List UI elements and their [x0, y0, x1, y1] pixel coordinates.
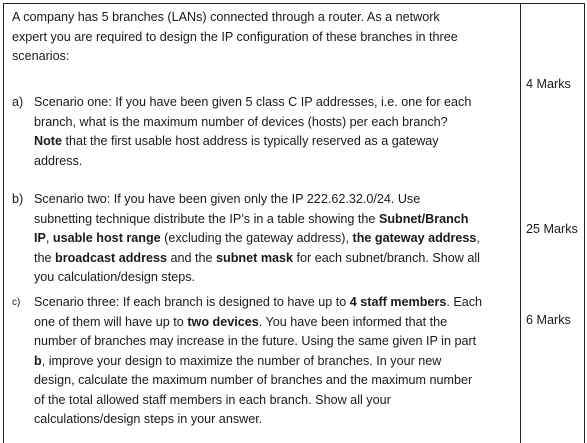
part-b-line-4: the broadcast address and the subnet mask for each subnet/branch. Show all	[34, 250, 480, 265]
part-c-line-4: b, improve your design to maximize the number of branches. In your new	[34, 353, 442, 368]
marks-part-a: 4 Marks	[526, 77, 571, 91]
part-c-line-6: of the total allowed staff members in each branch. Show all your	[34, 392, 391, 407]
part-a-line-2: branch, what is the maximum number of devices (hosts) per each branch?	[34, 114, 448, 129]
part-a-line-1: Scenario one: If you have been given 5 class C IP addresses, i.e. one for each	[34, 95, 472, 109]
part-c-line-2: one of them will have up to two devices. You have been informed that the	[34, 314, 448, 329]
part-b-line-1: Scenario two: If you have been given only the IP 222.62.32.0/24. Use	[34, 192, 421, 206]
table-top-border	[3, 3, 585, 4]
intro-line-1: A company has 5 branches (LANs) connected through a router. As a network	[12, 10, 440, 24]
part-b-line-2: subnetting technique distribute the IP’s in a table showing the Subnet/Branch	[34, 211, 469, 226]
part-b-line-5: you calculation/design steps.	[34, 270, 196, 284]
intro-line-3: scenarios:	[12, 49, 70, 63]
part-a-line-3: Note that the first usable host address is typically reserved as a gateway	[34, 134, 439, 148]
part-c-line-1: Scenario three: If each branch is designed to have up to 4 staff members. Each	[34, 295, 483, 309]
marks-part-b: 25 Marks	[526, 222, 578, 236]
table-column-divider	[520, 3, 521, 443]
table-left-border	[3, 3, 4, 443]
intro-line-2: expert you are required to design the IP configuration of these branches in three	[12, 29, 458, 44]
part-a-line-4: address.	[34, 153, 83, 168]
part-c-label: c)	[12, 297, 21, 308]
table-right-border	[584, 3, 585, 443]
part-c-line-7: calculations/design steps in your answer.	[34, 412, 263, 426]
part-a-label: a)	[12, 95, 24, 109]
note-bold: Note	[34, 134, 62, 148]
marks-part-c: 6 Marks	[526, 313, 571, 327]
part-b-label: b)	[12, 192, 24, 206]
part-c-line-5: design, calculate the maximum number of branches and the maximum number	[34, 373, 473, 387]
part-c-line-3: number of branches may increase in the future. Using the same given IP in part	[34, 334, 477, 348]
part-b-line-3: IP, usable host range (excluding the gateway address), the gateway address,	[34, 231, 480, 245]
